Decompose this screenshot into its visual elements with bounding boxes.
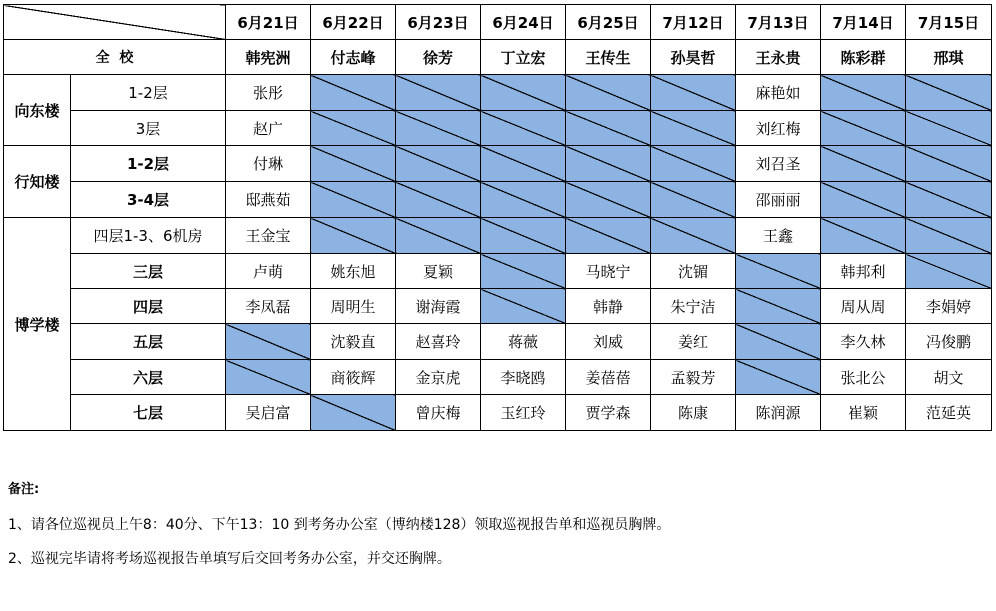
blocked-cell	[566, 75, 651, 111]
blocked-cell	[566, 182, 651, 218]
blocked-cell	[566, 218, 651, 254]
patroller-name: 付琳	[226, 146, 311, 182]
floor-label: 3-4层	[71, 182, 226, 218]
blocked-cell	[736, 360, 821, 395]
patroller-name: 商筱辉	[311, 360, 396, 395]
blocked-cell	[651, 182, 736, 218]
date-header: 7月14日	[821, 5, 906, 40]
table-row	[4, 75, 992, 111]
patroller-name: 孟毅芳	[651, 360, 736, 395]
blocked-cell	[821, 182, 906, 218]
blocked-cell	[651, 111, 736, 146]
date-header: 6月21日	[226, 5, 311, 40]
patroller-name: 赵喜玲	[396, 324, 481, 360]
notes-title: 备注:	[8, 482, 40, 497]
notes-section	[8, 478, 671, 567]
floor-label: 七层	[71, 395, 226, 431]
blocked-cell	[396, 218, 481, 254]
patroller-name: 吴启富	[226, 395, 311, 431]
patroller-name: 刘红梅	[736, 111, 821, 146]
blocked-cell	[651, 218, 736, 254]
patroller-name: 刘召圣	[736, 146, 821, 182]
patroller-name: 刘威	[566, 324, 651, 360]
blocked-cell	[906, 218, 992, 254]
school-label: 全 校	[4, 40, 226, 75]
blocked-cell	[311, 146, 396, 182]
patroller-name: 张彤	[226, 75, 311, 111]
floor-label: 六层	[71, 360, 226, 395]
table-row	[4, 395, 992, 431]
building-label: 向东楼	[4, 75, 71, 146]
patroller-name: 范延英	[906, 395, 992, 431]
patroller-name: 沈镅	[651, 254, 736, 289]
patroller-name: 陈康	[651, 395, 736, 431]
blocked-cell	[566, 146, 651, 182]
table-row	[4, 289, 992, 324]
blocked-cell	[821, 218, 906, 254]
patroller-name: 姜红	[651, 324, 736, 360]
blocked-cell	[311, 218, 396, 254]
date-header: 7月12日	[651, 5, 736, 40]
patroller-name: 李娟婷	[906, 289, 992, 324]
patroller-name: 邸燕茹	[226, 182, 311, 218]
patroller-name: 沈毅直	[311, 324, 396, 360]
blocked-cell	[821, 111, 906, 146]
date-header: 7月15日	[906, 5, 992, 40]
patroller-name: 金京虎	[396, 360, 481, 395]
leader-name: 王传生	[566, 40, 651, 75]
patroller-name: 王鑫	[736, 218, 821, 254]
blocked-cell	[481, 289, 566, 324]
patroller-name: 谢海霞	[396, 289, 481, 324]
patroller-name: 玉红玲	[481, 395, 566, 431]
patroller-name: 邵丽丽	[736, 182, 821, 218]
table-row	[4, 360, 992, 395]
note-line: 2、巡视完毕请将考场巡视报告单填写后交回考务办公室，并交还胸牌。	[8, 551, 451, 567]
table-row	[4, 182, 992, 218]
blocked-cell	[396, 111, 481, 146]
blocked-cell	[226, 360, 311, 395]
blocked-cell	[481, 254, 566, 289]
patrol-schedule-table	[3, 4, 992, 431]
blocked-cell	[481, 146, 566, 182]
patroller-name: 马晓宁	[566, 254, 651, 289]
floor-label: 四层1-3、6机房	[71, 218, 226, 254]
table-row	[4, 111, 992, 146]
patroller-name: 周从周	[821, 289, 906, 324]
blocked-cell	[736, 289, 821, 324]
date-header: 6月23日	[396, 5, 481, 40]
patroller-name: 赵广	[226, 111, 311, 146]
patroller-name: 胡文	[906, 360, 992, 395]
patroller-name: 姚东旭	[311, 254, 396, 289]
blocked-cell	[226, 324, 311, 360]
patroller-name: 韩邦利	[821, 254, 906, 289]
patroller-name: 蒋薇	[481, 324, 566, 360]
leader-name: 孙昊哲	[651, 40, 736, 75]
blocked-cell	[481, 218, 566, 254]
patroller-name: 王金宝	[226, 218, 311, 254]
blocked-cell	[311, 182, 396, 218]
patroller-name: 韩静	[566, 289, 651, 324]
patroller-name: 朱宁洁	[651, 289, 736, 324]
floor-label: 1-2层	[71, 75, 226, 111]
patroller-name: 李凤磊	[226, 289, 311, 324]
blocked-cell	[906, 182, 992, 218]
floor-label: 1-2层	[71, 146, 226, 182]
leader-name: 王永贵	[736, 40, 821, 75]
patroller-name: 李久林	[821, 324, 906, 360]
table-row	[4, 254, 992, 289]
blocked-cell	[481, 111, 566, 146]
date-header: 6月24日	[481, 5, 566, 40]
blocked-cell	[396, 75, 481, 111]
corner-diagonal-cell	[4, 5, 226, 40]
floor-label: 三层	[71, 254, 226, 289]
patroller-name: 曾庆梅	[396, 395, 481, 431]
blocked-cell	[821, 146, 906, 182]
table-row	[4, 324, 992, 360]
blocked-cell	[821, 75, 906, 111]
patroller-name: 姜蓓蓓	[566, 360, 651, 395]
patroller-name: 贾学森	[566, 395, 651, 431]
building-label: 博学楼	[4, 218, 71, 431]
blocked-cell	[651, 75, 736, 111]
leader-name: 徐芳	[396, 40, 481, 75]
patroller-name: 陈润源	[736, 395, 821, 431]
date-header-row	[4, 5, 992, 40]
blocked-cell	[481, 182, 566, 218]
leader-name: 邢琪	[906, 40, 992, 75]
table-row	[4, 218, 992, 254]
blocked-cell	[311, 111, 396, 146]
patroller-name: 卢萌	[226, 254, 311, 289]
blocked-cell	[906, 146, 992, 182]
leader-name: 韩宪洲	[226, 40, 311, 75]
blocked-cell	[736, 254, 821, 289]
table-row	[4, 146, 992, 182]
patroller-name: 周明生	[311, 289, 396, 324]
floor-label: 3层	[71, 111, 226, 146]
patroller-name: 麻艳如	[736, 75, 821, 111]
blocked-cell	[906, 75, 992, 111]
blocked-cell	[396, 146, 481, 182]
blocked-cell	[906, 111, 992, 146]
floor-label: 五层	[71, 324, 226, 360]
patroller-name: 夏颖	[396, 254, 481, 289]
blocked-cell	[481, 75, 566, 111]
date-header: 6月25日	[566, 5, 651, 40]
date-header: 6月22日	[311, 5, 396, 40]
blocked-cell	[566, 111, 651, 146]
patroller-name: 冯俊鹏	[906, 324, 992, 360]
leader-name: 丁立宏	[481, 40, 566, 75]
patroller-name: 张北公	[821, 360, 906, 395]
blocked-cell	[736, 324, 821, 360]
building-label: 行知楼	[4, 146, 71, 218]
blocked-cell	[906, 254, 992, 289]
patroller-name: 李晓鸥	[481, 360, 566, 395]
leader-header-row	[4, 40, 992, 75]
blocked-cell	[311, 395, 396, 431]
leader-name: 陈彩群	[821, 40, 906, 75]
date-header: 7月13日	[736, 5, 821, 40]
blocked-cell	[311, 75, 396, 111]
blocked-cell	[396, 182, 481, 218]
blocked-cell	[651, 146, 736, 182]
leader-name: 付志峰	[311, 40, 396, 75]
patroller-name: 崔颖	[821, 395, 906, 431]
floor-label: 四层	[71, 289, 226, 324]
note-line: 1、请各位巡视员上午8：40分、下午13：10 到考务办公室（博纳楼128）领取巡视报告单和巡视员胸牌。	[8, 517, 671, 533]
